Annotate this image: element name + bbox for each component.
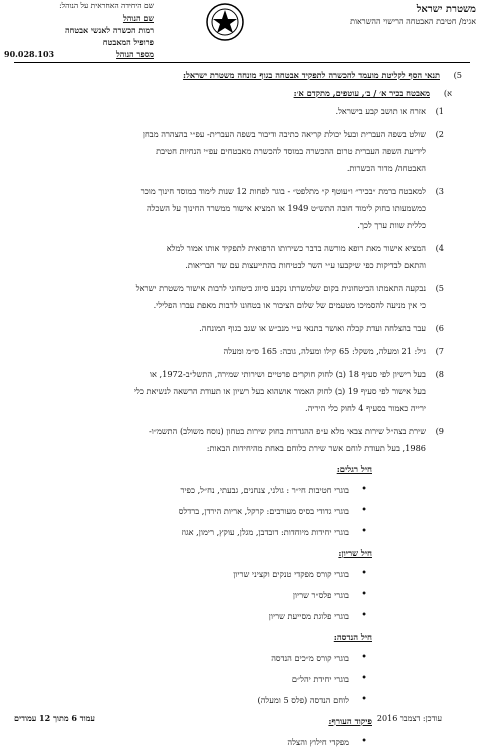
unit-bullet-text: בוגרי קורס מפקדי טנקים וקציני שריון [233, 569, 349, 579]
requirement-text: כמשמעותו בחוק לימוד חובה התש״ט 1949 או המציא אישור ממשרד החינוך על השכלה [146, 203, 426, 213]
page-number: עמוד 6 מתוך 12 עמודים [14, 713, 95, 723]
unit-bullet-text: בוגרי חטיבות חי״ר : גולני, צנחנים, גבעתי, נח״ל, כפיר [180, 485, 349, 495]
unit-bullet-text: בוגרי פלוגת מסייעת שריון [268, 611, 349, 621]
bullet-icon: • [361, 568, 367, 579]
header-divider [14, 62, 470, 63]
bullet-icon: • [361, 505, 367, 516]
requirement-number: 7) [435, 346, 444, 356]
requirement-text: בעל אישור לפי סעיף 19 (ב) לחוק האמור אושהוא בעל רשיון או תעודת הרשאה לנשיאת כלי [133, 386, 426, 396]
requirement-text: שולט בשפה העברית ובעל יכולת קריאה כתיבה ודיבור בשפה העברית- עפ״י בהצהרה מבחן [142, 129, 426, 139]
police-emblem-icon [205, 2, 245, 42]
requirement-text: לידיעת השפה העברית טרום ההכשרה במוסד להכשרת מאבטחים עפ״י הנחיות חטיבת [156, 146, 426, 156]
unit-bullet-text: בוגרי קורס מ״כים הנדסה [271, 653, 349, 663]
unit-bullet-text: בוגרי פלס״ר שריון [292, 590, 349, 600]
requirement-number: 4) [435, 243, 444, 253]
requirement-number: 9) [435, 426, 444, 436]
requirement-text: בעל רישיון לפי סעיף 18 (ב) לחוק חוקרים פרטיים ושירותי שמירה, התשל״ב-1972, או [149, 369, 426, 379]
requirement-number: 8) [435, 369, 444, 379]
unit-bullet-text: בוגרי יחידות מיוחדות: דובדבן, מגלן, עוקץ, רימון, אגוז [181, 527, 349, 537]
updated-date: עודכן: דצמבר 2016 [376, 714, 442, 723]
requirement-text: נבקעה התאמתו הביטחונית בקום שלמשרתו נקבע סיווג ביטחוני לרבות אישור משטרת ישראל [135, 283, 426, 293]
requirement-text: עבר בהצלחה ועדת קבלה ואושר בתנאי ע״י מנב״ש או שגב בגוף המונחה. [199, 323, 426, 333]
requirement-number: 2) [435, 129, 444, 139]
procedure-title-line1: רמות הכשרה לאנשי אבטחה [64, 25, 154, 35]
requirement-text: והתאם לבדיקות כפי שיקבעו ע״י השר לבטיחות בהתייעצות עם שר הבריאות. [185, 260, 426, 270]
unit-name-label: שם היחידה האחראית על הנוהל: [59, 1, 154, 10]
requirement-text: למאבטח ברמת ״בכיר״ ו״עוטף ק״ מתלפט״ - בוגר לפחות 12 שנות לימוד במוסד חינוך מוכר [140, 186, 426, 196]
requirement-text: שירת בצה״ל שירות צבאי מלא ע״פ ההגדרות בחוק שירות בטחון (נוסח משולב) התשמ״ו- [149, 426, 426, 436]
requirement-number: 5) [435, 283, 444, 293]
bullet-icon: • [361, 610, 367, 621]
unit-group-heading: חיל רגלים: [336, 464, 372, 474]
requirement-text: כי אין מניעה להסמיכו מטעמים של שלום הציבור או בטחונו לרבות מאפת עברו הפלילי. [153, 300, 426, 310]
requirement-text: אזרח או תושב קבע בישראל. [335, 106, 426, 116]
requirement-text: כללית שוות ערך לכך. [357, 220, 426, 230]
procedure-number-row [4, 48, 154, 60]
header-procedure-info [4, 0, 154, 60]
requirement-number: 6) [435, 323, 444, 333]
section-number: 5) [453, 70, 462, 80]
requirement-text: גיל: 21 ומעלה, משקל: 65 קילו ומעלה, גובה: 165 ס״מ ומעלה [223, 346, 426, 356]
subsection-title: מאבטח בכיר א׳ / ב׳, עוטפים, מתקדם א׳: [293, 88, 430, 98]
department-line: אגימ/ חטיבת האבטחה הרישוי ההשראות [350, 17, 476, 26]
header-organization [246, 4, 476, 28]
procedure-number: 90.028.103 [4, 49, 55, 59]
unit-bullet-text: לוחם הנדסה (פלס 5 ומעלה) [257, 695, 349, 705]
unit-group-heading: פיקוד העורף: [328, 716, 372, 726]
bullet-icon: • [361, 526, 367, 537]
unit-bullet-text: בוגרי גדודי בסיס מעורבים: קרקל, אריות הירדן, ברדלס [178, 506, 349, 516]
procedure-name-label: שם הנוהל [122, 13, 154, 23]
unit-group-heading: חיל שריון: [338, 548, 372, 558]
section-title: תנאי הסף לקליטת מועמד להכשרה לתפקיד אבטחה בגוף מונחה משטרת ישראל: [182, 70, 440, 80]
unit-group-heading: חיל הנדסה: [333, 632, 372, 642]
unit-bullet-text: בוגרי יחידת יהל״ם [291, 674, 349, 684]
org-name: משטרת ישראל [416, 4, 476, 15]
bullet-icon: • [361, 589, 367, 600]
bullet-icon: • [361, 673, 367, 684]
requirement-text: ירייה כאמור בסעיף 4 לחוק כלי היריה. [305, 403, 426, 413]
bullet-icon: • [361, 736, 367, 747]
procedure-title-line2: פרופיל המאבטח [102, 37, 154, 47]
unit-bullet-text: מפקדי חילוץ והצלה [287, 737, 349, 747]
requirement-text: המציא אישור מאת רופא מורשה בדבר כשירותו הרפואית לתפקיד אותו אמור למלא [166, 243, 426, 253]
bullet-icon: • [361, 694, 367, 705]
requirement-number: 3) [435, 186, 444, 196]
subsection-letter: א) [443, 88, 452, 98]
bullet-icon: • [361, 652, 367, 663]
requirement-text: האבטחה/ מדור הכשרות. [346, 163, 426, 173]
procedure-number-label: מספר הנוהל [116, 49, 154, 59]
requirement-number: 1) [435, 106, 444, 116]
bullet-icon: • [361, 484, 367, 495]
requirement-text: 1986, בעל תעודת לוחם אשר שירת כלוחם באחת מהיחידות הבאות: [206, 443, 426, 453]
